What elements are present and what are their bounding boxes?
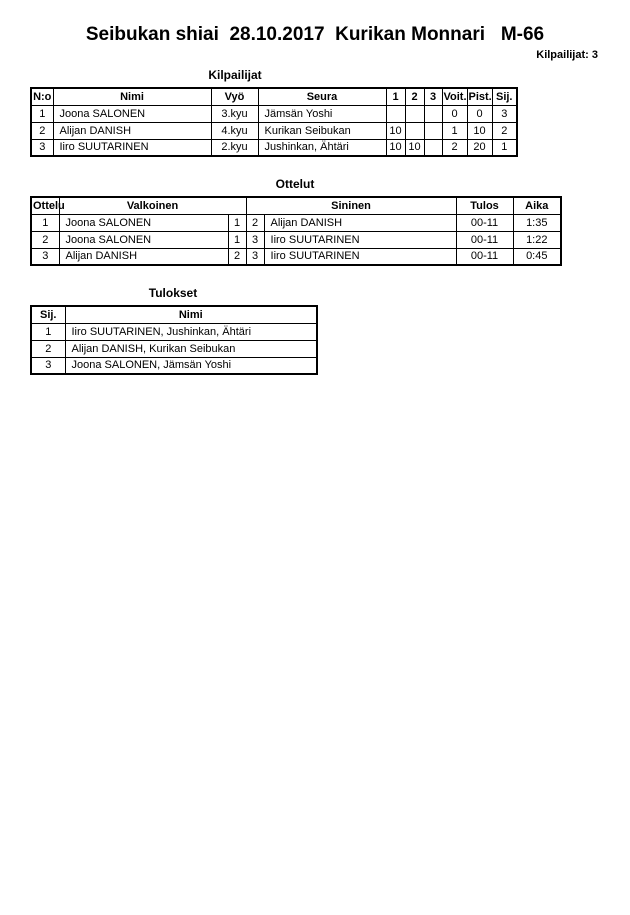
cell-seura: Jämsän Yoshi <box>258 105 386 122</box>
cell-round2: 10 <box>405 139 424 156</box>
cell-aika: 1:35 <box>513 214 561 231</box>
cell-tulos: 00-11 <box>456 214 513 231</box>
table-row <box>31 323 317 340</box>
cell-sininen: Iiro SUUTARINEN <box>264 231 456 248</box>
cell-sij: 1 <box>31 323 65 340</box>
tulokset-heading: Tulokset <box>148 286 198 300</box>
col-header-nimi: Nimi <box>65 306 317 323</box>
cell-nimi: Iiro SUUTARINEN, Jushinkan, Ähtäri <box>65 323 317 340</box>
cell-voit: 2 <box>442 139 467 156</box>
tulokset-table <box>30 305 318 375</box>
col-header-round1: 1 <box>386 88 405 105</box>
ottelut-header-row <box>31 197 561 214</box>
cell-tulos: 00-11 <box>456 231 513 248</box>
col-header-ottelu: Ottelu <box>31 197 59 214</box>
cell-vyo: 4.kyu <box>211 122 258 139</box>
cell-sininen-no: 3 <box>246 248 264 265</box>
cell-no: 2 <box>31 122 53 139</box>
col-header-seura: Seura <box>258 88 386 105</box>
page-title: Seibukan shiai 28.10.2017 Kurikan Monnari M-66 <box>85 24 545 45</box>
col-header-voit: Voit. <box>442 88 467 105</box>
cell-sij: 3 <box>492 105 517 122</box>
cell-ottelu: 3 <box>31 248 59 265</box>
col-header-no: N:o <box>31 88 53 105</box>
cell-nimi: Alijan DANISH, Kurikan Seibukan <box>65 340 317 357</box>
col-header-round3: 3 <box>424 88 442 105</box>
col-header-nimi: Nimi <box>53 88 211 105</box>
cell-nimi: Joona SALONEN, Jämsän Yoshi <box>65 357 317 374</box>
cell-sininen: Iiro SUUTARINEN <box>264 248 456 265</box>
kilpailijat-table <box>30 87 518 157</box>
cell-round2 <box>405 122 424 139</box>
cell-valkoinen-no: 1 <box>228 214 246 231</box>
cell-sij: 3 <box>31 357 65 374</box>
cell-sij: 2 <box>31 340 65 357</box>
col-header-tulos: Tulos <box>456 197 513 214</box>
col-header-vyo: Vyö <box>211 88 258 105</box>
cell-pist: 10 <box>467 122 492 139</box>
competitor-count: Kilpailijat: 3 <box>536 49 598 61</box>
kilpailijat-header-row <box>31 88 517 105</box>
cell-round1: 10 <box>386 139 405 156</box>
cell-sininen-no: 3 <box>246 231 264 248</box>
tulokset-header-row <box>31 306 317 323</box>
table-row <box>31 231 561 248</box>
cell-valkoinen: Joona SALONEN <box>59 214 228 231</box>
cell-round1: 10 <box>386 122 405 139</box>
cell-voit: 0 <box>442 105 467 122</box>
cell-vyo: 2.kyu <box>211 139 258 156</box>
cell-valkoinen-no: 1 <box>228 231 246 248</box>
cell-valkoinen-no: 2 <box>228 248 246 265</box>
table-row <box>31 340 317 357</box>
cell-round3 <box>424 105 442 122</box>
cell-valkoinen: Joona SALONEN <box>59 231 228 248</box>
col-header-valkoinen: Valkoinen <box>59 197 246 214</box>
cell-vyo: 3.kyu <box>211 105 258 122</box>
cell-sininen: Alijan DANISH <box>264 214 456 231</box>
cell-round3 <box>424 139 442 156</box>
table-row <box>31 357 317 374</box>
cell-nimi: Iiro SUUTARINEN <box>53 139 211 156</box>
cell-nimi: Alijan DANISH <box>53 122 211 139</box>
cell-nimi: Joona SALONEN <box>53 105 211 122</box>
table-row <box>31 105 517 122</box>
table-row <box>31 122 517 139</box>
cell-sij: 1 <box>492 139 517 156</box>
cell-ottelu: 2 <box>31 231 59 248</box>
cell-pist: 0 <box>467 105 492 122</box>
ottelut-table <box>30 196 562 266</box>
cell-voit: 1 <box>442 122 467 139</box>
cell-aika: 1:22 <box>513 231 561 248</box>
col-header-aika: Aika <box>513 197 561 214</box>
cell-round3 <box>424 122 442 139</box>
cell-pist: 20 <box>467 139 492 156</box>
cell-sij: 2 <box>492 122 517 139</box>
cell-no: 3 <box>31 139 53 156</box>
cell-ottelu: 1 <box>31 214 59 231</box>
col-header-sininen: Sininen <box>246 197 456 214</box>
table-row <box>31 248 561 265</box>
col-header-pist: Pist. <box>467 88 492 105</box>
col-header-sij: Sij. <box>492 88 517 105</box>
cell-valkoinen: Alijan DANISH <box>59 248 228 265</box>
cell-seura: Jushinkan, Ähtäri <box>258 139 386 156</box>
col-header-sij: Sij. <box>31 306 65 323</box>
cell-sininen-no: 2 <box>246 214 264 231</box>
cell-round2 <box>405 105 424 122</box>
ottelut-heading: Ottelut <box>275 177 315 191</box>
cell-seura: Kurikan Seibukan <box>258 122 386 139</box>
kilpailijat-heading: Kilpailijat <box>208 68 262 82</box>
col-header-round2: 2 <box>405 88 424 105</box>
cell-no: 1 <box>31 105 53 122</box>
table-row <box>31 139 517 156</box>
cell-tulos: 00-11 <box>456 248 513 265</box>
table-row <box>31 214 561 231</box>
cell-round1 <box>386 105 405 122</box>
cell-aika: 0:45 <box>513 248 561 265</box>
